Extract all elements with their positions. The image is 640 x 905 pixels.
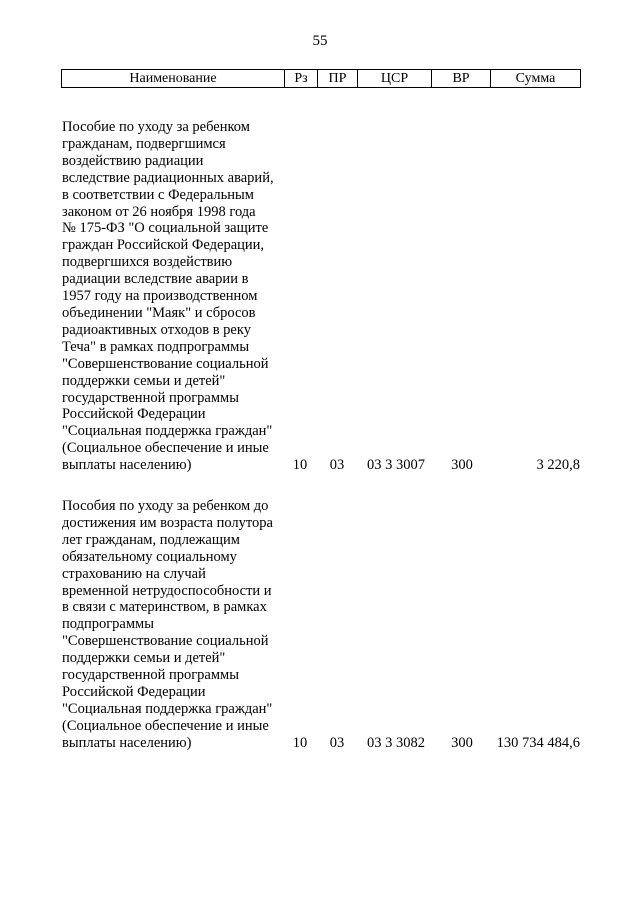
name-line: объединении "Маяк" и сбросов [62,304,256,321]
name-line: подвергшихся воздействию [62,254,233,271]
row-pr: 03 [329,457,345,473]
name-line: вследствие радиационных аварий, [62,169,274,186]
column-header-name: Наименование [62,70,285,87]
name-line: Пособия по уходу за ребенком до [62,498,269,514]
name-line: гражданам, подвергшимся [62,135,226,152]
row-vr: 300 [451,457,473,473]
name-line: государственной программы [62,389,239,406]
row-name [62,119,292,474]
name-line: поддержки семьи и детей" [62,372,226,389]
name-line: Теча" в рамках подпрограммы [62,338,250,355]
name-line: достижения им возраста полутора [62,514,273,531]
name-line: выплаты населению) [62,457,192,474]
row-csr: 03 3 3082 [367,735,425,751]
row-csr: 03 3 3007 [367,457,425,473]
name-line: поддержки семьи и детей" [62,650,226,667]
row-rz: 10 [292,457,308,473]
name-line: законом от 26 ноября 1998 года [62,203,256,220]
name-line: граждан Российской Федерации, [62,237,265,254]
name-line: выплаты населению) [62,734,192,751]
column-header-csr: ЦСР [358,70,432,87]
row-vr: 300 [451,735,473,751]
table-header [61,69,581,88]
name-line: № 175-ФЗ "О социальной защите [62,220,269,237]
name-line: Пособие по уходу за ребенком [62,119,250,135]
row-sum: 130 734 484,6 [496,735,580,751]
name-line: обязательному социальному [62,548,237,565]
name-line: в соответствии с Федеральным [62,186,254,203]
row-rz: 10 [292,735,308,751]
name-line: лет гражданам, подлежащим [62,531,240,548]
column-header-pr: ПР [318,70,358,87]
column-header-rz: Рз [285,70,318,87]
name-line: радиации вследствие аварии в [62,271,249,288]
page-number: 55 [312,33,328,49]
name-line: "Совершенствование социальной [62,633,269,650]
column-header-sum: Сумма [515,71,556,86]
name-line: "Совершенствование социальной [62,355,269,372]
column-header-vr: ВР [432,70,491,87]
name-line: (Социальное обеспечение и иные [62,440,269,457]
name-line: подпрограммы [62,616,154,633]
name-line: "Социальная поддержка граждан" [62,700,273,717]
name-line: страхованию на случай [62,565,206,582]
name-line: "Социальная поддержка граждан" [62,423,273,440]
name-line: Российской Федерации [62,683,206,700]
row-name [62,498,292,752]
row-pr: 03 [329,735,345,751]
name-line: 1957 году на производственном [62,288,258,305]
name-line: воздействию радиации [62,152,204,169]
name-line: государственной программы [62,667,239,684]
name-line: в связи с материнством, в рамках [62,599,267,616]
name-line: временной нетрудоспособности и [62,582,272,599]
row-sum: 3 220,8 [536,457,580,473]
name-line: Российской Федерации [62,406,206,423]
name-line: (Социальное обеспечение и иные [62,717,269,734]
name-line: радиоактивных отходов в реку [62,321,251,338]
